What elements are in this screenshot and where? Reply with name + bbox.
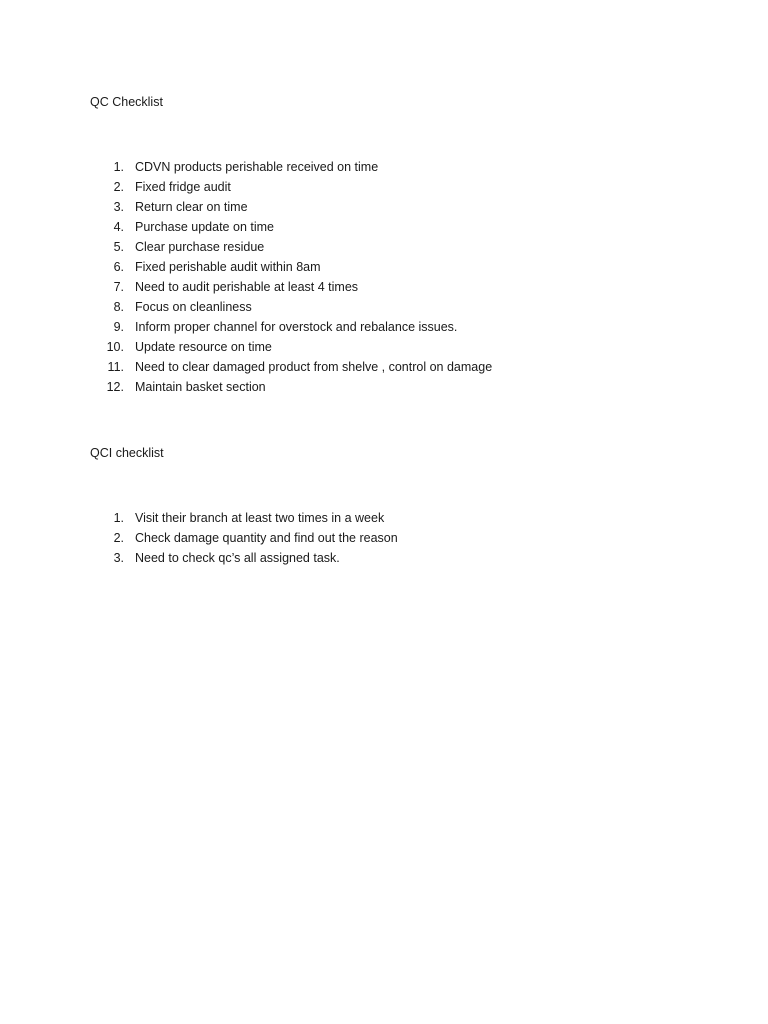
item-number: 7. (113, 280, 124, 294)
item-number: 2. (113, 531, 124, 545)
item-number: 11. (107, 360, 124, 374)
item-text: Focus on cleanliness (135, 300, 252, 314)
item-number: 3. (113, 551, 124, 565)
item-number: 9. (113, 320, 124, 334)
item-number: 2. (113, 180, 124, 194)
item-text: Fixed perishable audit within 8am (135, 260, 321, 274)
list-item (100, 239, 740, 259)
item-text: Need to check qc’s all assigned task. (135, 551, 340, 565)
qc-checklist (100, 159, 740, 399)
item-text: CDVN products perishable received on time (135, 160, 379, 174)
list-item (100, 199, 740, 219)
item-text: Fixed fridge audit (135, 180, 231, 194)
item-number: 4. (113, 220, 124, 234)
list-item (100, 319, 740, 339)
list-item (100, 259, 740, 279)
item-number: 12. (106, 380, 124, 394)
list-item (100, 379, 740, 399)
list-item (100, 299, 740, 319)
qc-checklist-heading: QC Checklist (90, 95, 163, 109)
item-number: 3. (113, 200, 124, 214)
list-item (100, 219, 740, 239)
list-item (100, 179, 740, 199)
item-number: 1. (113, 160, 124, 174)
item-text: Update resource on time (135, 340, 272, 354)
item-number: 10. (106, 340, 124, 354)
item-number: 5. (113, 240, 124, 254)
list-item (100, 279, 740, 299)
item-number: 6. (113, 260, 124, 274)
list-item (100, 530, 740, 550)
item-text: Need to clear damaged product from shelve , control on damage (135, 360, 493, 374)
item-text: Visit their branch at least two times in a week (135, 511, 385, 525)
item-text: Purchase update on time (135, 220, 274, 234)
list-item (100, 359, 740, 379)
list-item (100, 339, 740, 359)
item-text: Clear purchase residue (135, 240, 265, 254)
qci-checklist (100, 510, 740, 570)
item-text: Check damage quantity and find out the reason (135, 531, 398, 545)
list-item (100, 550, 740, 570)
item-text: Need to audit perishable at least 4 times (135, 280, 359, 294)
item-text: Inform proper channel for overstock and rebalance issues. (135, 320, 458, 334)
qci-checklist-heading: QCI checklist (90, 446, 164, 460)
item-text: Return clear on time (135, 200, 248, 214)
item-number: 8. (113, 300, 124, 314)
item-text: Maintain basket section (135, 380, 266, 394)
item-number: 1. (113, 511, 124, 525)
list-item (100, 159, 740, 179)
list-item (100, 510, 740, 530)
